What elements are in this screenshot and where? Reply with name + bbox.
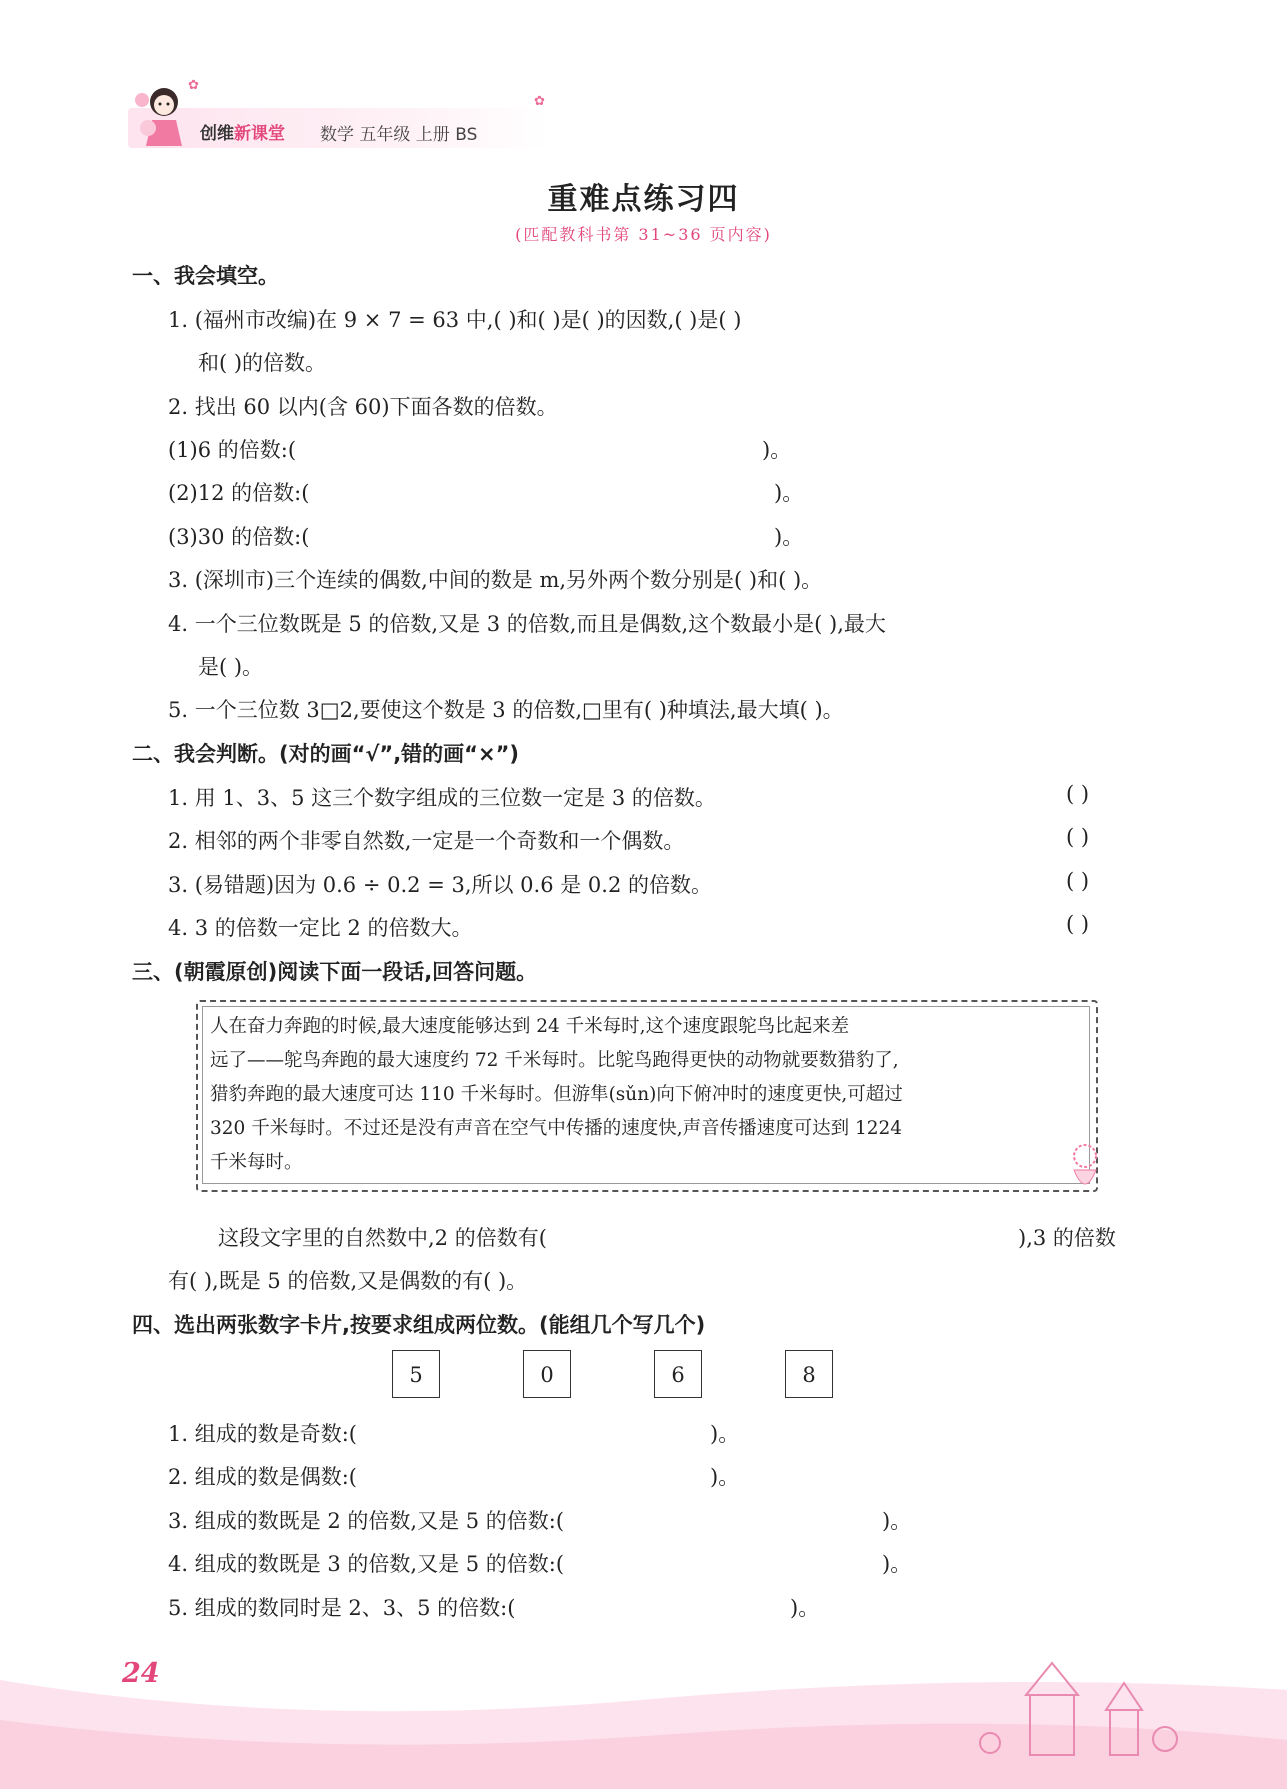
judge-item: 1. 用 1、3、5 这三个数字组成的三位数一定是 3 的倍数。 [168, 786, 716, 810]
star-icon: ✿ [534, 94, 545, 109]
castle-illustration-icon [960, 1655, 1190, 1765]
question-1-4-line-2: 是( )。 [198, 655, 264, 679]
question-4-4: 4. 组成的数既是 3 的倍数,又是 5 的倍数:( [168, 1552, 565, 1576]
digit-card: 5 [392, 1350, 440, 1398]
question-1-3: 3. (深圳市)三个连续的偶数,中间的数是 m,另外两个数分别是( )和( )。 [168, 568, 823, 592]
answer-close: )。 [774, 481, 804, 505]
question-1-5: 5. 一个三位数 3□2,要使这个数是 3 的倍数,□里有( )种填法,最大填( )。 [168, 698, 844, 722]
page-subtitle: (匹配教科书第 31~36 页内容) [515, 225, 772, 244]
digit-card: 8 [785, 1350, 833, 1398]
mascot-small-icon [1062, 1140, 1108, 1200]
question-1-2-a: (1)6 的倍数:( [168, 438, 297, 462]
answer-close: )。 [774, 525, 804, 549]
answer-close: )。 [762, 438, 792, 462]
answer-close: )。 [790, 1596, 820, 1620]
question-4-2: 2. 组成的数是偶数:( [168, 1465, 357, 1489]
book-info: 数学 五年级 上册 BS [320, 125, 478, 145]
answer-close: )。 [882, 1509, 912, 1533]
judge-bracket: ( ) [1066, 825, 1090, 849]
question-4-1: 1. 组成的数是奇数:( [168, 1422, 357, 1446]
answer-close: )。 [882, 1552, 912, 1576]
question-4-5: 5. 组成的数同时是 2、3、5 的倍数:( [168, 1596, 516, 1620]
question-3-answer-line-1-end: ),3 的倍数 [1018, 1226, 1116, 1250]
question-3-answer-line-1: 这段文字里的自然数中,2 的倍数有( [218, 1226, 547, 1250]
section-1-heading: 一、我会填空。 [132, 264, 279, 288]
question-1-2-c: (3)30 的倍数:( [168, 525, 310, 549]
star-icon: ✿ [188, 78, 199, 93]
judge-bracket: ( ) [1066, 869, 1090, 893]
passage-line: 320 千米每时。不过还是没有声音在空气中传播的速度快,声音传播速度可达到 1224 [210, 1118, 903, 1139]
judge-item: 3. (易错题)因为 0.6 ÷ 0.2 = 3,所以 0.6 是 0.2 的倍数。 [168, 873, 712, 897]
brand-name: 创维新课堂 [200, 124, 285, 144]
passage-line: 千米每时。 [210, 1152, 303, 1173]
question-1-1-line-1: 1. (福州市改编)在 9 × 7 = 63 中,( )和( )是( )的因数,( )是( ) [168, 308, 742, 332]
passage-line: 猎豹奔跑的最大速度可达 110 千米每时。但游隼(sǔn)向下俯冲时的速度更快,可超过 [210, 1084, 903, 1105]
passage-line: 人在奋力奔跑的时候,最大速度能够达到 24 千米每时,这个速度跟鸵鸟比起来差 [210, 1016, 850, 1037]
question-1-1-line-2: 和( )的倍数。 [198, 351, 327, 375]
section-3-heading: 三、(朝霞原创)阅读下面一段话,回答问题。 [132, 960, 538, 984]
judge-item: 2. 相邻的两个非零自然数,一定是一个奇数和一个偶数。 [168, 829, 685, 853]
question-1-2-b: (2)12 的倍数:( [168, 481, 310, 505]
passage-line: 远了——鸵鸟奔跑的最大速度约 72 千米每时。比鸵鸟跑得更快的动物就要数猎豹了, [210, 1050, 899, 1071]
page-number: 24 [122, 1658, 160, 1689]
answer-close: )。 [710, 1422, 740, 1446]
question-1-2: 2. 找出 60 以内(含 60)下面各数的倍数。 [168, 395, 558, 419]
judge-bracket: ( ) [1066, 912, 1090, 936]
judge-item: 4. 3 的倍数一定比 2 的倍数大。 [168, 916, 473, 940]
question-3-answer-line-2: 有( ),既是 5 的倍数,又是偶数的有( )。 [168, 1269, 528, 1293]
mascot-girl-icon [126, 80, 196, 152]
page-title: 重难点练习四 [547, 182, 740, 217]
judge-bracket: ( ) [1066, 782, 1090, 806]
answer-close: )。 [710, 1465, 740, 1489]
question-4-3: 3. 组成的数既是 2 的倍数,又是 5 的倍数:( [168, 1509, 565, 1533]
question-1-4-line-1: 4. 一个三位数既是 5 的倍数,又是 3 的倍数,而且是偶数,这个数最小是( ),最大 [168, 612, 886, 636]
digit-card: 6 [654, 1350, 702, 1398]
section-2-heading: 二、我会判断。(对的画“√”,错的画“×”) [132, 742, 519, 766]
section-4-heading: 四、选出两张数字卡片,按要求组成两位数。(能组几个写几个) [132, 1313, 706, 1337]
digit-card: 0 [523, 1350, 571, 1398]
